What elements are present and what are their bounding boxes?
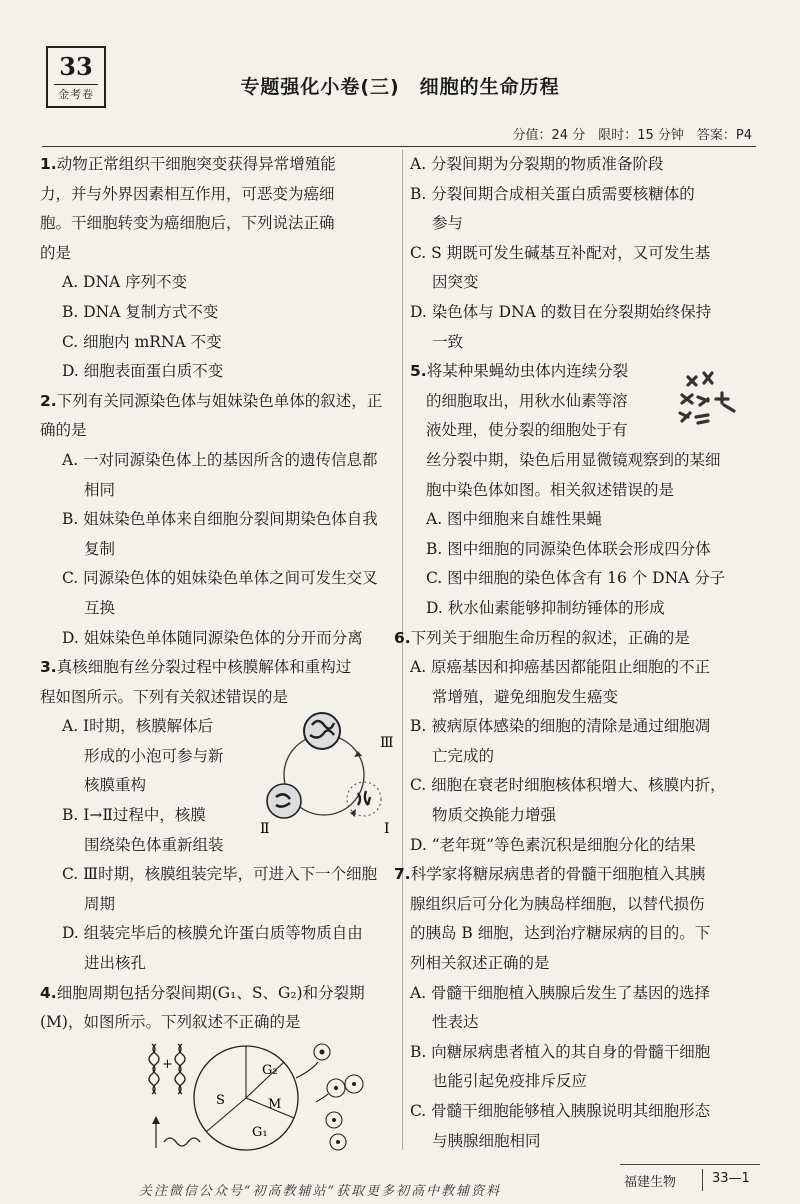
- question-number: 5.: [410, 362, 427, 381]
- header-rule: [42, 146, 756, 147]
- question-text: 的是: [40, 243, 72, 262]
- question-number: 4.: [40, 983, 57, 1002]
- paper-number: 33: [59, 52, 93, 81]
- option-b: [40, 505, 392, 564]
- option-a: A. DNA 序列不变: [62, 273, 188, 292]
- question-number: 7.: [394, 865, 411, 884]
- option-text: B. Ⅰ→Ⅱ过程中，核膜: [62, 806, 206, 825]
- option-text: A. Ⅰ时期，核膜解体后: [62, 717, 214, 736]
- option-a: A. 图中细胞来自雄性果蝇: [426, 510, 603, 529]
- subject-label: 福建生物: [624, 1175, 677, 1190]
- question-4-options: [410, 150, 758, 357]
- question-text: 动物正常组织干细胞突变获得异常增殖能: [56, 155, 336, 173]
- option-text: 性表达: [432, 1013, 479, 1032]
- nucleus-stage-1: [347, 782, 381, 816]
- question-text: 液处理，使分裂的细胞处于有: [426, 421, 628, 440]
- option-text: 核膜重构: [84, 776, 147, 795]
- option-text: A. 骨髓干细胞植入胰腺后发生了基因的选择: [410, 983, 711, 1002]
- option-d: D. 姐妹染色单体随同源染色体的分开而分离: [62, 628, 363, 647]
- question-1: [40, 150, 392, 387]
- page-title: 专题强化小卷(三) 细胞的生命历程: [240, 76, 560, 98]
- nucleus-stage-3: [304, 713, 340, 749]
- option-text: C. 骨髓干细胞能够植入胰腺说明其细胞形态: [410, 1102, 711, 1120]
- option-a: A. 分裂间期为分裂期的物质准备阶段: [410, 155, 664, 173]
- option-b: B. DNA 复制方式不变: [62, 302, 219, 321]
- option-text: B. 分裂间期合成相关蛋白质需要核糖体的: [410, 184, 695, 203]
- question-text: 胞中染色体如图。相关叙述错误的是: [426, 480, 675, 499]
- option-text: 复制: [84, 539, 116, 558]
- question-text: 的胰岛 B 细胞，达到治疗糖尿病的目的。下: [410, 924, 711, 943]
- question-5: [410, 357, 758, 623]
- question-number: 1.: [40, 155, 57, 173]
- option-b: [394, 712, 758, 771]
- g2-label: G₂: [262, 1062, 278, 1078]
- option-text: 物质交换能力增强: [432, 806, 557, 825]
- stage-label-2: Ⅱ: [260, 821, 270, 838]
- option-text: 常增殖，避免细胞发生癌变: [432, 687, 619, 706]
- question-7: [394, 860, 758, 1156]
- footer-note: 关注微信公众号“初高教辅站”获取更多初高中教辅资料: [138, 1184, 502, 1199]
- option-d: [40, 919, 392, 978]
- option-text: D. 染色体与 DNA 的数目在分裂期始终保持: [410, 302, 712, 321]
- option-text: C. 同源染色体的姐妹染色单体之间可发生交叉: [62, 569, 378, 588]
- question-text: 的细胞取出，用秋水仙素等溶: [426, 391, 628, 410]
- question-number: 3.: [40, 658, 57, 677]
- option-c: [394, 1097, 758, 1156]
- option-text: 也能引起免疫排斥反应: [432, 1072, 588, 1091]
- question-text: 将某种果蝇幼虫体内连续分裂: [426, 362, 629, 381]
- option-text: 周期: [84, 894, 116, 913]
- option-text: 进出核孔: [84, 954, 147, 973]
- nuclear-membrane-cycle-figure: [258, 709, 396, 839]
- option-text: A. 原癌基因和抑癌基因都能阻止细胞的不正: [410, 658, 711, 677]
- question-6: [394, 624, 758, 861]
- question-number: 2.: [40, 391, 57, 410]
- option-c: C. 细胞内 mRNA 不变: [62, 332, 222, 351]
- question-text: 确的是: [40, 421, 87, 440]
- question-text: 科学家将糖尿病患者的骨髓干细胞植入其胰: [410, 865, 706, 884]
- question-text: 胞。干细胞转变为癌细胞后，下列说法正确: [40, 214, 335, 233]
- g1-label: G₁: [252, 1124, 268, 1140]
- stage-label-3: Ⅲ: [380, 735, 394, 752]
- option-b: B. 图中细胞的同源染色体联会形成四分体: [426, 539, 711, 558]
- option-c: [40, 860, 392, 919]
- question-text: 程如图所示。下列有关叙述错误的是: [40, 687, 289, 706]
- badge-label: 金考卷: [54, 84, 98, 102]
- option-text: C. Ⅲ时期，核膜组装完毕，可进入下一个细胞: [62, 865, 378, 884]
- question-text: 力，并与外界因素相互作用，可恶变为癌细: [40, 184, 335, 203]
- question-text: 下列有关同源染色体与姐妹染色单体的叙述，正: [56, 391, 383, 410]
- option-text: 形成的小泡可参与新: [84, 746, 224, 765]
- stage-label-1: Ⅰ: [384, 821, 390, 838]
- option-text: B. 向糖尿病患者植入的其自身的骨髓干细胞: [410, 1042, 711, 1061]
- option-text: 因突变: [432, 273, 479, 292]
- question-text: 腺组织后可分化为胰岛样细胞，以替代损伤: [410, 894, 705, 913]
- option-text: 亡完成的: [432, 746, 495, 765]
- page-number: 33—1: [712, 1171, 750, 1186]
- question-text: 列相关叙述正确的是: [410, 954, 550, 973]
- footer-tag: [620, 1164, 760, 1193]
- right-column: [394, 150, 758, 1156]
- question-number: 6.: [394, 628, 411, 647]
- option-b: [410, 180, 758, 239]
- option-text: D. 组装完毕后的核膜允许蛋白质等物质自由: [62, 924, 363, 943]
- option-text: C. S 期既可发生碱基互补配对，又可发生基: [410, 243, 711, 262]
- option-text: B. 被病原体感染的细胞的清除是通过细胞凋: [410, 717, 711, 736]
- option-d: D. “老年斑”等色素沉积是细胞分化的结果: [410, 835, 696, 854]
- option-text: A. 一对同源染色体上的基因所含的遗传信息都: [62, 450, 378, 469]
- question-2: [40, 387, 392, 653]
- footer-separator: [702, 1169, 703, 1191]
- exam-meta: 分值：24 分 限时：15 分钟 答案：P4: [512, 128, 752, 143]
- m-label: M: [268, 1096, 282, 1112]
- option-a: [394, 979, 758, 1038]
- question-text: 下列关于细胞生命历程的叙述，正确的是: [410, 628, 690, 647]
- question-4: [40, 979, 392, 1156]
- chromosome-figure: [668, 365, 752, 441]
- option-text: 与胰腺细胞相同: [432, 1131, 541, 1150]
- option-text: B. 姐妹染色单体来自细胞分裂间期染色体自我: [62, 510, 378, 529]
- option-text: 围绕染色体重新组装: [84, 835, 224, 854]
- cell-cycle-figure: [40, 1038, 392, 1156]
- nucleus-stage-2: [267, 784, 301, 818]
- option-c: [410, 239, 758, 298]
- left-column: [40, 150, 392, 1156]
- option-d: [410, 298, 758, 357]
- option-b: [394, 1038, 758, 1097]
- plus-sign: +: [162, 1056, 173, 1072]
- option-d: D. 细胞表面蛋白质不变: [62, 362, 224, 381]
- option-text: 相同: [84, 480, 116, 499]
- option-text: 一致: [432, 332, 464, 351]
- option-d: D. 秋水仙素能够抑制纺锤体的形成: [426, 598, 665, 617]
- option-a: [394, 653, 758, 712]
- option-c: [40, 564, 392, 623]
- option-text: C. 细胞在衰老时细胞核体积增大、核膜内折，: [410, 776, 726, 795]
- option-a: [40, 446, 392, 505]
- question-text: 丝分裂中期，染色后用显微镜观察到的某细: [426, 450, 721, 469]
- question-text: (M)，如图所示。下列叙述不正确的是: [40, 1013, 301, 1032]
- option-text: 参与: [432, 214, 464, 233]
- s-label: S: [216, 1092, 225, 1108]
- question-3: [40, 653, 392, 979]
- question-text: 真核细胞有丝分裂过程中核膜解体和重构过: [56, 658, 352, 677]
- option-c: [394, 771, 758, 830]
- option-text: 互换: [84, 598, 116, 617]
- question-text: 细胞周期包括分裂间期(G₁、S、G₂)和分裂期: [56, 983, 365, 1002]
- option-c: C. 图中细胞的染色体含有 16 个 DNA 分子: [426, 569, 726, 588]
